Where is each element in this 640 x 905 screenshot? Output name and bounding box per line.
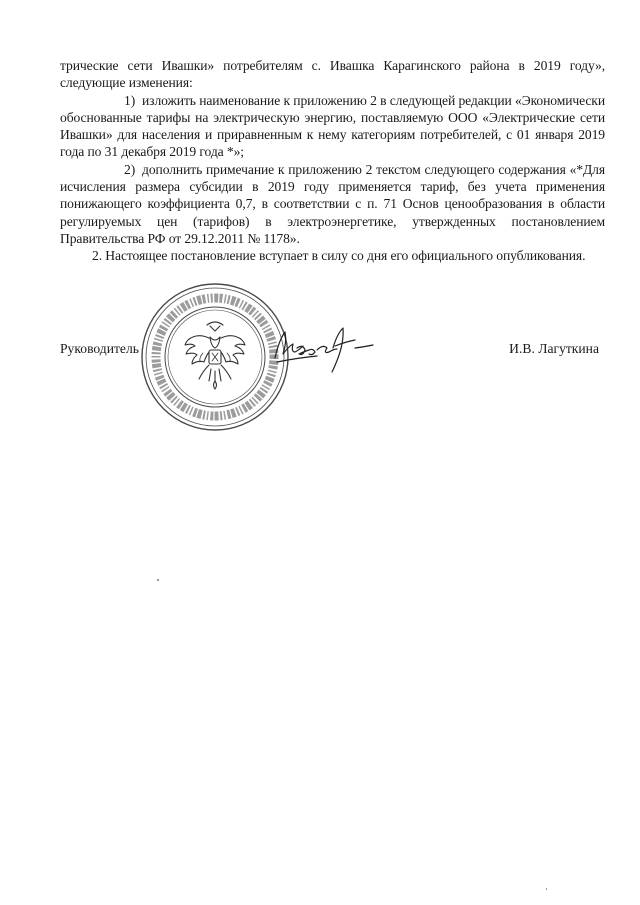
signatory-title: Руководитель <box>60 341 139 356</box>
scan-speck <box>546 888 547 890</box>
item-2-text: дополнить примечание к приложению 2 текстом следующего содержания «*Для исчисления размера субсидии в 2019 году применяется тариф, без учета применения понижающего коэффициента 0,7, в соответствии с п. 71 Основ ценообразования в области регулируемых цен (тарифов) в электроэнергетике, утвержденных постановлением Правительства РФ от 29.12.2011 № 1178». <box>60 161 605 246</box>
scan-speck <box>157 579 159 581</box>
paragraph-intro: трические сети Ивашки» потребителям с. Ивашка Карагинского района в 2019 году», следующие изменения: <box>60 58 605 91</box>
item-1-text: изложить наименование к приложению 2 в следующей редакции «Экономически обоснованные тарифы на электрическую энергию, поставляемую ООО «Электрические сети Ивашки» для населения и приравненным к нему категориям потребителей, с 01 января 2019 года по 31 декабря 2019 года *»; <box>60 92 605 160</box>
item-2-number: 2) <box>124 161 136 177</box>
paragraph-item-1 <box>60 92 605 161</box>
document-body <box>60 57 605 265</box>
paragraph-effective: 2. Настоящее постановление вступает в силу со дня его официального опубликования. <box>92 248 586 264</box>
handwritten-signature <box>267 318 377 374</box>
signatory-name: И.В. Лагуткина <box>509 341 599 356</box>
item-1-number: 1) <box>124 92 136 108</box>
paragraph-item-2 <box>60 161 605 247</box>
